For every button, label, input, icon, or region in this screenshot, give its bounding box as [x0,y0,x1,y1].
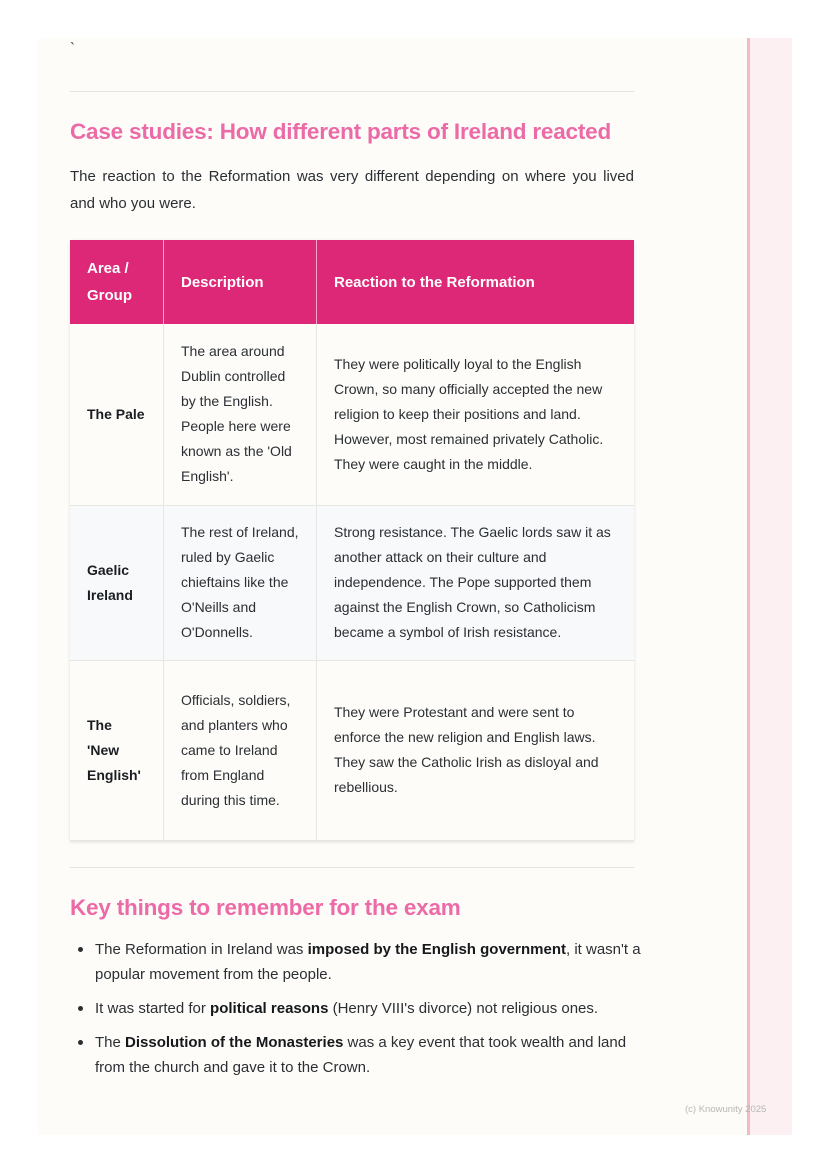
list-item-text: The [95,1034,126,1051]
table-row [70,505,634,660]
table-row [70,324,634,505]
description-cell: The area around Dublin controlled by the English. People here were known as the 'Old English'. [164,324,317,505]
case-studies-heading: Case studies: How different parts of Ireland reacted [70,119,611,144]
section-divider [70,91,634,92]
list-item-emphasis: Dissolution of the Monasteries [125,1034,344,1051]
description-cell: Officials, soldiers, and planters who came to Ireland from England during this time. [164,660,317,840]
list-item-text: , it wasn't a popular movement from the people. [95,941,641,983]
key-things-heading: Key things to remember for the exam [70,895,461,920]
list-item-text: (Henry VIII's divorce) not religious ones. [328,1000,599,1017]
list-item [95,1030,659,1080]
list-item-emphasis: political reasons [210,1000,329,1017]
column-header-area: Area / Group [70,240,164,324]
column-header-reaction: Reaction to the Reformation [317,240,635,324]
area-cell: The 'New English' [70,660,164,840]
area-cell: The Pale [70,324,164,505]
table-header-row [70,240,634,324]
previous-section-fragment: ` [70,40,75,57]
list-item-text: was a key event that took wealth and land from the church and gave it to the Crown. [95,1034,627,1076]
case-studies-intro: The reaction to the Reformation was very different depending on where you lived and who you were. [70,168,634,212]
reaction-cell: They were politically loyal to the English Crown, so many officially accepted the new religion to keep their positions and land. However, most remained privately Catholic. They were caught in the middle. [317,324,635,505]
column-header-description: Description [164,240,317,324]
table-row [70,660,634,840]
list-item-text: It was started for [95,1000,211,1017]
reaction-cell: Strong resistance. The Gaelic lords saw it as another attack on their culture and independence. The Pope supported them against the English Crown, so Catholicism became a symbol of Irish resistance. [317,505,635,660]
page-margin-line [747,38,750,1135]
copyright-footer: (c) Knowunity 2025 [685,1104,767,1115]
reaction-cell: They were Protestant and were sent to enforce the new religion and English laws. They saw the Catholic Irish as disloyal and rebellious. [317,660,635,840]
description-cell: The rest of Ireland, ruled by Gaelic chieftains like the O'Neills and O'Donnells. [164,505,317,660]
list-item-emphasis: imposed by the English government [307,941,566,958]
list-item [95,996,659,1021]
page-margin-strip [748,38,792,1135]
area-cell: Gaelic Ireland [70,505,164,660]
list-item [95,937,659,987]
key-things-list [70,937,659,1089]
section-divider [70,867,634,868]
case-studies-table [70,240,634,841]
list-item-text: The Reformation in Ireland was [95,941,308,958]
